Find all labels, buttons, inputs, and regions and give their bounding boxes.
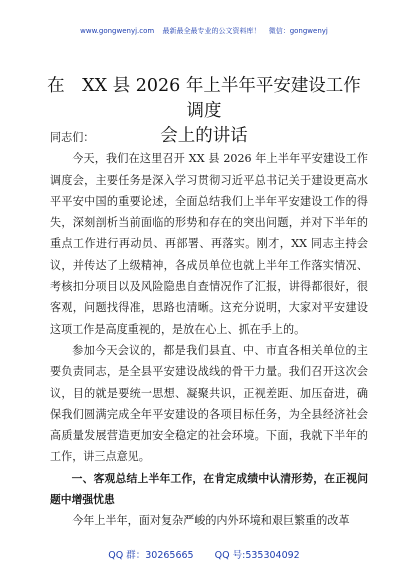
body-paragraph: 参加今天会议的，都是我们县直、中、市直各相关单位的主要负责同志，是全县平安建设战线的骨干力量。我们召开这次会议，目的就是要统一思想、凝聚共识，正视差距、加压奋进，确保我们圆满完成全年平安建设的各项目标任务，为全县经济社会高质量发展营造更加安全稳定的社会环境。下面，我就下半年的工作，讲三点意见。 (50, 343, 368, 464)
header-wechat: 微信：gongwenyj (268, 27, 328, 35)
salutation: 同志们： (50, 131, 95, 144)
body-paragraph: 今年上半年，面对复杂严峻的内外环境和艰巨繁重的改革 (72, 514, 350, 528)
document-title-line-1: 在 XX 县 2026 年上半年平安建设工作调度 (47, 76, 361, 121)
header-tagline: 最新最全最专业的公文资料库！ (162, 27, 261, 35)
footer-contact (0, 547, 408, 561)
document-body (50, 127, 368, 532)
section-heading: 一、客观总结上半年工作，在肯定成绩中认清形势，在正视问题中增强忧患 (50, 471, 368, 507)
footer-qq-number: QQ 号:535304092 (214, 550, 300, 561)
header-site-link[interactable]: www.gongwenyj.com (80, 27, 155, 35)
footer-qq-group: QQ 群：30265665 (108, 550, 194, 561)
body-paragraph: 今天，我们在这里召开 XX 县 2026 年上半年平安建设工作调度会，主要任务是深入学习贯彻习近平总书记关于建设更高水平平安中国的重要论述，全面总结我们上半年平安建设工作的得失，深刻剖析当前面临的形势和存在的突出问题，并对下半年的重点工作进行再动员、再部署、再落实。刚才，XX 同志主持会议，并传达了上级精神，各成员单位也就上半年工作落实情况、考核扣分项目以及风险隐患自查情况作了汇报，讲得都很好，很客观，问题找得准，思路也清晰。这充分说明，大家对平安建设这项工作是高度重视的，是放在心上、抓在手上的。 (50, 152, 368, 336)
header-banner (0, 26, 408, 36)
document-title-line-2: 会上的讲话 (160, 126, 248, 146)
